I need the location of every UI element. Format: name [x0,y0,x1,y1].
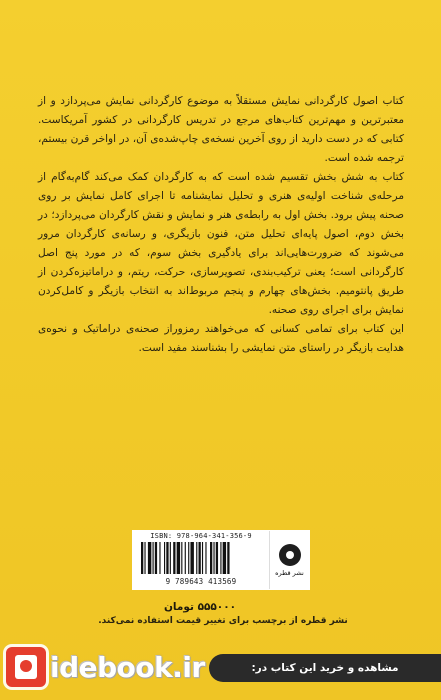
barcode-bar [166,542,168,574]
barcode-bar [220,542,221,574]
barcode-bar [185,542,186,574]
synopsis-paragraph-3: این کتاب برای تمامی کسانی که می‌خواهند رمزوراز صحنه‌ی دراماتیک و نحوه‌ی هدایت بازیگر در راستای متن نمایشی را بشناسند مفید است. [38,323,404,354]
barcode-bar [153,542,154,574]
barcode-bar [173,542,175,574]
barcode-digits: 9 789643 413569 [133,576,269,586]
barcode-bar [141,542,143,574]
isbn-text: ISBN: 978-964-341-356-9 [133,531,269,540]
barcode-box [132,530,310,590]
barcode-bar [144,542,145,574]
publisher-name: نشر قطره [275,568,304,577]
barcode-bar [188,542,189,574]
barcode-bar [177,542,180,574]
barcode-bar [170,542,171,574]
synopsis-paragraph-2: کتاب به شش بخش تقسیم شده است که به کارگردان کمک می‌کند گام‌به‌گام از مرحله‌ی شناخت اولیه‌ی هنری و تحلیل نمایشنامه تا اجرای کامل نمایش بر روی صحنه پیش برود. بخش اول به رابطه‌ی هنر و نمایش و نقش کارگردان می‌پردازد؛ در بخش دوم، اصول پایه‌ای تحلیل متن، فنون بازیگری، و رسانه‌ی کارگردان مرور می‌شوند که ضرورت‌هایی‌اند برای یادگیری بخش سوم، که در مورد پنج اصل کارگردانی است؛ یعنی ترکیب‌بندی، تصویرسازی، حرکت، ریتم، و دراماتیزه‌کردن از طریق پانتومیم. بخش‌های چهارم و پنجم مربوط‌اند به انتخاب بازیگر و کامل‌کردن نمایش برای اجرای روی صحنه. [38,171,404,316]
barcode-bar [181,542,182,574]
barcode-bar [159,542,160,574]
barcode-bar [227,542,229,574]
barcode-bar [216,542,218,574]
price: ۵۵۵۰۰۰ تومان [163,601,237,613]
publisher-mark-icon [279,544,301,566]
barcode-bar [213,542,214,574]
book-icon [6,647,46,687]
synopsis [38,92,404,358]
watermark-brand: idebook.ir [50,650,205,684]
barcode-bar [205,542,206,574]
barcode-bar [164,542,165,574]
barcode-bars [133,540,269,576]
barcode-bar [190,542,193,574]
barcode-bar [199,542,201,574]
isbn-block [132,530,310,590]
barcode-bar [155,542,157,574]
barcode-bar [202,542,203,574]
synopsis-paragraph-1: کتاب اصول کارگردانی نمایش مستقلاً به موضوع کارگردانی نمایش می‌پردازد و از معتبرترین و مهم‌ترین کتاب‌های مرجع در تدریس کارگردانی در کشور آمریکاست. کتابی که در دست دارید از روی آخرین نسخه‌ی چاپ‌شده‌ی آن، در اواخر قرن بیستم، ترجمه شده است. [38,95,404,164]
publisher-logo [269,531,309,589]
watermark-banner[interactable]: مشاهده و خرید این کتاب در: [209,654,441,682]
barcode-bar [148,542,151,574]
barcode [133,531,269,589]
barcode-bar [210,542,212,574]
price-notice: نشر قطره از برچسب برای تغییر قیمت استفاده نمی‌کند. [98,616,348,626]
barcode-bar [196,542,197,574]
watermark-logo[interactable] [6,642,216,692]
barcode-bar [223,542,226,574]
watermark [0,632,441,700]
